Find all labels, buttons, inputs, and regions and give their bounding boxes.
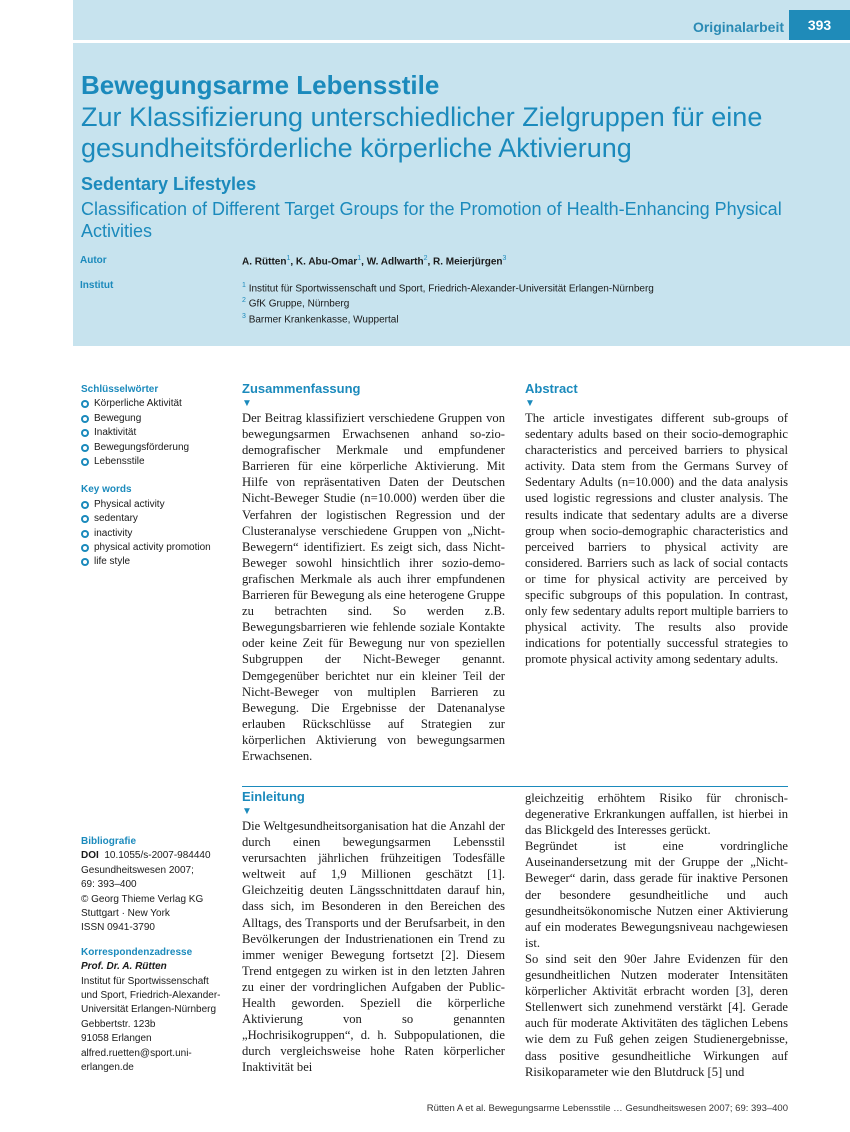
author-affiliation: 1 [286, 255, 291, 262]
doi-label: DOI [81, 850, 99, 862]
keyword-text: Lebensstile [94, 456, 145, 468]
keyword-text: sedentary [94, 513, 138, 525]
keyword-item [81, 426, 231, 440]
email-line[interactable]: alfred.ruetten@sport.uni- [81, 1047, 192, 1059]
author-affiliation: 2 [423, 255, 428, 262]
section-label: Originalarbeit [692, 19, 784, 35]
biblio-line: ISSN 0941-3790 [81, 922, 155, 934]
title-block [73, 43, 850, 346]
keyword-item [81, 397, 231, 411]
title-german: Bewegungsarme Lebensstile [81, 70, 440, 100]
intro-paragraph: Begründet ist eine vordringliche Auseinandersetzung mit der Gruppe der „Nicht-Beweger“ darin, dass gerade für inaktive Personen der besondere gesundheitliche und auch gesundheitsökonomische Nutzen einer Aktivierung auf ein moderates Bewegungsniveau nachgewiesen ist. [525, 839, 788, 950]
institute-item [242, 311, 654, 326]
correspondence-name: Prof. Dr. A. Rütten [81, 961, 167, 973]
section-divider [242, 786, 788, 787]
abstract-english-text: The article investigates different sub-groups of sedentary adults based on their socio-demographic characteristics and perceived barriers to physical activity. Data stem from the Germans Survey of Sedentary Adults (n=10.000) and the data analysis used logistic regressions and cluster analysis. The results indicate that sedentary adults are a diverse group when socio-demographic characteristics and perceived barriers to physical activity are considered. Barriers such as lack of social contacts or time for physical activity are perceived by specific subgroups of this population. In contrast, only few sedentary adults report multiple barriers to physical activity. The results also provide indications for potentially successful strategies to promote physical activity among sedentary adults. [525, 411, 788, 667]
keywords-de-heading: Schlüsselwörter [81, 384, 159, 395]
arrow-down-icon: ▼ [242, 806, 252, 817]
author-list: A. Rütten$^1$, K. Abu-Omar$^1$, W. Adlwarth$^2$, R. Meierjürgen$^3$ [242, 255, 507, 268]
abstract-german-heading: Zusammenfassung [242, 381, 361, 396]
biblio-line: Stuttgart · New York [81, 908, 170, 920]
intro-text-left: Die Weltgesundheitsorganisation hat die Anzahl der durch einen bewegungsarmen Lebensstil verursachten jährlichen frühzeitigen Todesfälle weltweit auf 1,9 Millionen geschätzt [1]. Gleichzeitig deuten Längsschnittdaten darauf hin, dass sich, im Besonderen in den Bereichen des Alltags, des Transports und der Berufsarbeit, in den Bevölkerungen der Industrienationen ein Trend zu immer weniger Bewegung fortsetzt [2]. Diesem Trend entgegen zu wirken ist in den letzten Jahren zu einer der vordringlichen Aufgaben der Public-Health geworden. Speziell die körperliche Aktivierung von so genannten „Hochrisikogruppen“, d. h. Subpopulationen, die durch vergleichsweise hohe Raten körperlicher Inaktivität bei [242, 819, 505, 1075]
keyword-text: Körperliche Aktivität [94, 398, 182, 410]
institute-number: 2 [242, 297, 246, 305]
abstract-german-text: Der Beitrag klassifiziert verschiedene Gruppen von bewegungsarmen Erwachsenen anhand so-zio-demografischer Merkmale und empfundener Barrieren für eine körperliche Aktivierung. Mit Hilfe von repräsentativen Daten der Deutschen Nicht-Beweger Studie (n=10.000) werden über die Verfahren der logistischen Regression und der Clusteranalyse verschiedene Gruppen von „Nicht-Bewegern“ identifiziert. Es zeigt sich, dass Nicht-Beweger sowohl hinsichtlich ihrer sozio-demo-grafischen Merkmale als auch ihrer empfundenen Barrieren für Bewegung als eine heterogene Gruppe zu betrachten sind. So werden z.B. Bewegungsbarrieren wie fehlende soziale Kontakte oder keine Zeit für Bewegung nur von speziellen Subgruppen der Nicht-Beweger genannt. Demgegenüber berichtet nur ein kleiner Teil der Nicht-Beweger von multiplen Barrieren zu Bewegung. Die Ergebnisse der Datenanalyse erlauben Rückschlüsse auf Strategien zur körperlichen Aktivierung von bewegungsarmen Erwachsenen. [242, 411, 505, 763]
address-line: Institut für Sportwissenschaft [81, 975, 209, 987]
author-name: A. Rütten [242, 256, 287, 268]
biblio-line: 69: 393–400 [81, 879, 137, 891]
keywords-de-list [81, 397, 231, 469]
running-header [73, 0, 850, 40]
author-name: W. Adlwarth [366, 256, 424, 268]
author-name: K. Abu-Omar [295, 256, 358, 268]
institute-text: Barmer Krankenkasse, Wuppertal [248, 313, 399, 325]
institute-label: Institut [80, 280, 114, 291]
institute-number: 1 [242, 282, 246, 289]
keyword-item [81, 412, 231, 426]
bibliography-sidebar [81, 835, 231, 1076]
bullet-icon [81, 515, 89, 523]
address-line: Gebbertstr. 123b [81, 1018, 156, 1030]
keyword-text: Bewegung [94, 412, 142, 424]
keywords-en-list [81, 498, 231, 570]
intro-column-right [525, 790, 788, 1080]
keyword-text: physical activity promotion [94, 542, 211, 554]
bullet-icon [81, 444, 89, 452]
bullet-icon [81, 400, 89, 408]
bullet-icon [81, 558, 89, 566]
abstract-english [525, 381, 788, 668]
correspondence-heading: Korrespondenzadresse [81, 946, 193, 958]
keyword-item [81, 512, 231, 526]
author-affiliation: 1 [357, 255, 362, 262]
bullet-icon [81, 415, 89, 423]
keywords-en-heading: Key words [81, 484, 132, 496]
keyword-text: inactivity [94, 527, 133, 539]
bullet-icon [81, 530, 89, 538]
intro-column-left [242, 789, 505, 1076]
page-number: 393 [789, 10, 850, 40]
keywords-sidebar [81, 383, 231, 570]
keyword-text: life style [94, 556, 131, 568]
bullet-icon [81, 544, 89, 552]
doi-line [81, 849, 231, 863]
intro-heading: Einleitung [242, 789, 305, 804]
institute-list [242, 280, 654, 326]
keyword-item [81, 441, 231, 455]
abstract-english-heading: Abstract [525, 381, 578, 396]
address-line: und Sport, Friedrich-Alexander- [81, 990, 221, 1002]
author-label: Autor [80, 255, 107, 266]
address-line: Universität Erlangen-Nürnberg [81, 1004, 217, 1016]
keyword-item [81, 455, 231, 469]
bullet-icon [81, 458, 89, 466]
institute-number: 3 [242, 312, 246, 320]
author-name: R. Meierjürgen [433, 256, 503, 268]
page-footer-citation: Rütten A et al. Bewegungsarme Lebensstile … Gesundheitswesen 2007; 69: 393–400 [426, 1103, 788, 1114]
institute-item [242, 280, 654, 295]
keyword-item [81, 498, 231, 512]
keyword-text: Inaktivität [94, 427, 137, 439]
bullet-icon [81, 429, 89, 437]
keyword-item [81, 527, 231, 541]
institute-text: GfK Gruppe, Nürnberg [248, 298, 350, 310]
email-line[interactable]: erlangen.de [81, 1062, 134, 1074]
institute-text: Institut für Sportwissenschaft und Sport, Friedrich-Alexander-Universität Erlangen-Nürnberg [248, 283, 654, 295]
intro-paragraph: So sind seit den 90er Jahre Evidenzen für den gesundheitlichen Nutzen moderater Intensitäten körperlicher Aktivität erbracht worden [3], deren Stellenwert sich zunehmend verstärkt [4]. Gerade auch für moderate Aktivitäten des täglichen Lebens wie dem zu Fuß gehen zeigen Studienergebnisse, dass positive gesundheitliche Wirkungen auf Risikoparameter wie den Blutdruck [5] und [525, 951, 788, 1079]
keyword-text: Bewegungsförderung [94, 441, 190, 453]
biblio-line: Gesundheitswesen 2007; [81, 864, 194, 876]
author-affiliation: 3 [502, 255, 507, 262]
subtitle-german: Zur Klassifizierung unterschiedlicher Zielgruppen für eine gesundheitsförderliche körperliche Aktivierung [81, 102, 763, 163]
bullet-icon [81, 501, 89, 509]
keyword-text: Physical activity [94, 498, 165, 510]
subtitle-english: Classification of Different Target Groups for the Promotion of Health-Enhancing Physical Activities [81, 199, 782, 241]
bibliography-heading: Bibliografie [81, 836, 137, 847]
doi-value: 10.1055/s-2007-984440 [104, 850, 211, 862]
address-line: 91058 Erlangen [81, 1033, 152, 1045]
intro-paragraph: gleichzeitig erhöhtem Risiko für chronisch-degenerative Erkrankungen auffallen, ist hierbei in das Blickgeld des Interesses gerückt. [525, 791, 788, 838]
biblio-line: © Georg Thieme Verlag KG [81, 893, 204, 905]
keyword-item [81, 541, 231, 555]
arrow-down-icon: ▼ [242, 398, 252, 409]
arrow-down-icon: ▼ [525, 398, 535, 409]
keyword-item [81, 555, 231, 569]
title-english: Sedentary Lifestyles [81, 174, 257, 194]
abstract-german [242, 381, 505, 764]
institute-item [242, 295, 654, 310]
